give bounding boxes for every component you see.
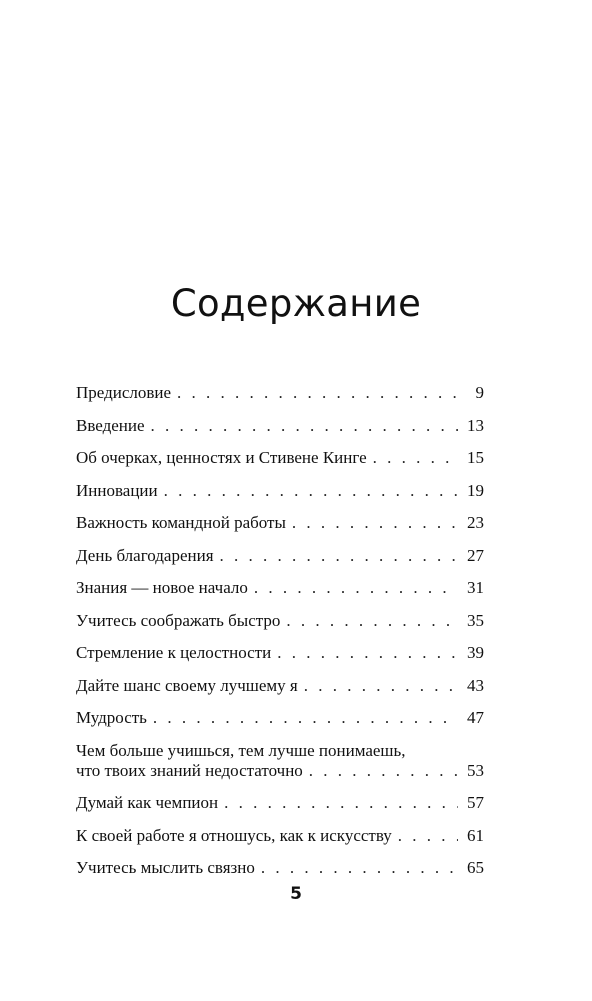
toc-entry	[76, 416, 484, 436]
toc-entry	[76, 643, 484, 663]
toc-entry	[76, 383, 484, 403]
toc-entry-page: 47	[467, 708, 484, 727]
toc-entry-page: 19	[467, 480, 484, 500]
toc-entry	[76, 708, 484, 728]
toc-entry-title-line1: Чем больше учишься, тем лучше понимаешь,	[76, 740, 406, 760]
toc-entry-title: Предисловие	[76, 383, 172, 402]
toc-entry-title: Знания — новое начало	[76, 578, 248, 597]
toc-entry	[76, 741, 484, 781]
toc-entry-title: Дайте шанс своему лучшему я	[76, 675, 298, 695]
toc-entry	[76, 676, 484, 696]
toc-leader-dots	[261, 858, 458, 878]
toc-entry	[76, 481, 484, 501]
toc-entry	[76, 513, 484, 533]
toc-entry-page: 39	[467, 643, 484, 662]
toc-leader-dots	[224, 793, 458, 813]
toc-entry-page: 61	[467, 825, 484, 845]
toc-entry-title: Об очерках, ценностях и Стивене Кинге	[76, 448, 367, 467]
toc-entry-title: Думай как чемпион	[76, 793, 219, 812]
toc-leader-dots	[151, 416, 458, 436]
toc-entry-page: 13	[467, 415, 484, 435]
toc-entry-page: 43	[467, 675, 484, 695]
toc-leader-dots	[177, 383, 458, 403]
page-title: Содержание	[170, 282, 422, 325]
table-of-contents	[76, 383, 484, 891]
toc-entry-title: День благодарения	[76, 545, 214, 565]
toc-entry-title: Введение	[76, 415, 145, 435]
toc-entry-title: Учитесь мыслить связно	[76, 858, 255, 877]
toc-entry-page: 53	[467, 760, 484, 780]
toc-entry	[76, 448, 484, 468]
toc-entry	[76, 858, 484, 878]
page-number: 5	[290, 884, 302, 904]
toc-leader-dots	[373, 448, 458, 468]
toc-entry	[76, 793, 484, 813]
toc-entry-title: Инновации	[76, 480, 158, 500]
toc-leader-dots	[292, 513, 458, 533]
toc-entry-page: 9	[475, 383, 484, 402]
toc-entry	[76, 611, 484, 631]
toc-entry-title-line2: что твоих знаний недостаточно	[76, 760, 303, 780]
toc-entry	[76, 578, 484, 598]
toc-leader-dots	[164, 481, 458, 501]
toc-entry-page: 23	[467, 513, 484, 532]
toc-leader-dots	[254, 578, 458, 598]
toc-entry-page: 57	[467, 793, 484, 812]
toc-entry-page: 35	[467, 610, 484, 630]
toc-leader-dots	[277, 643, 458, 663]
toc-entry-title: К своей работе я отношусь, как к искусству	[76, 825, 392, 845]
toc-entry-title: Важность командной работы	[76, 513, 286, 532]
toc-leader-dots	[220, 546, 458, 566]
toc-entry-title: Учитесь соображать быстро	[76, 610, 281, 630]
toc-entry-page: 27	[467, 545, 484, 565]
toc-entry	[76, 826, 484, 846]
toc-leader-dots	[398, 826, 458, 846]
toc-leader-dots	[304, 676, 458, 696]
toc-entry-page: 15	[467, 448, 484, 467]
toc-entry-title: Мудрость	[76, 708, 147, 727]
toc-entry-page: 31	[467, 578, 484, 597]
toc-leader-dots	[286, 611, 458, 631]
toc-leader-dots	[309, 761, 458, 781]
toc-entry-page: 65	[467, 858, 484, 877]
toc-entry-title: Стремление к целостности	[76, 643, 272, 662]
toc-entry	[76, 546, 484, 566]
toc-leader-dots	[153, 708, 458, 728]
